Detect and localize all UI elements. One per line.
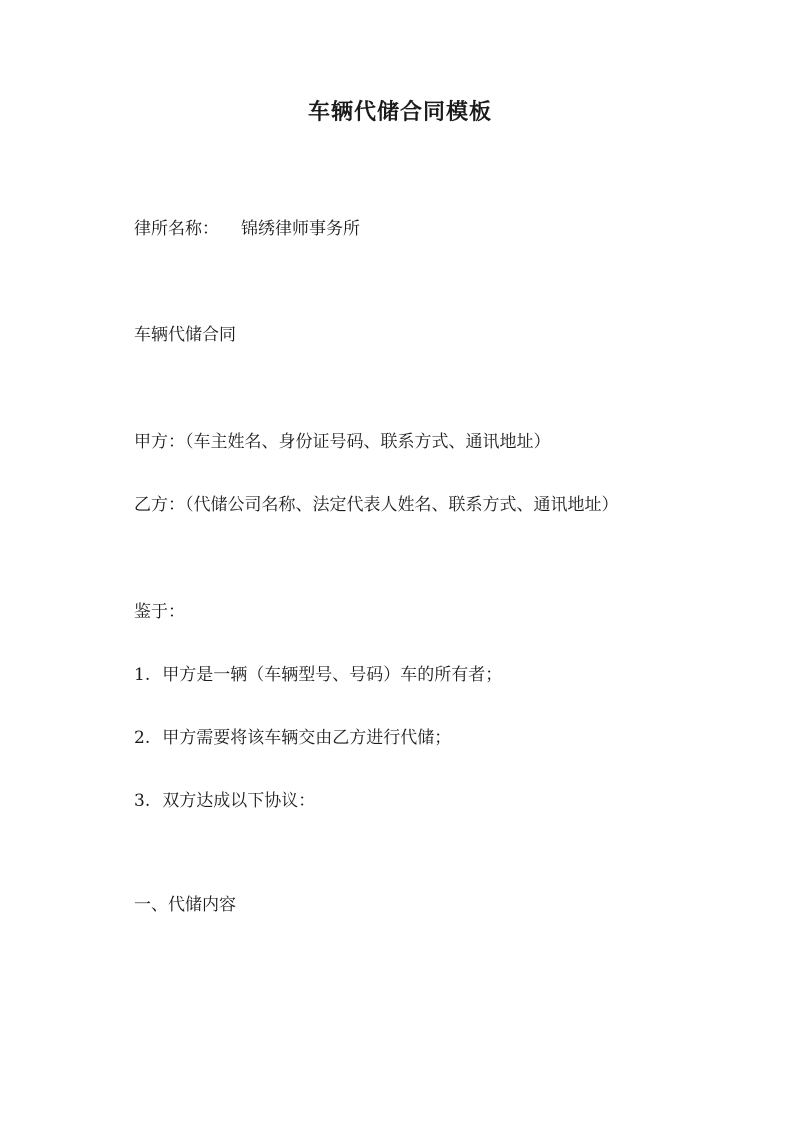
whereas-item-1	[134, 663, 502, 687]
firm-name-value: 锦绣律师事务所	[241, 219, 360, 239]
firm-name-line	[134, 217, 360, 241]
section-heading-storage-content: 一、代储内容	[134, 895, 236, 915]
whereas-item-number: 3.	[134, 791, 151, 811]
whereas-item-text: 甲方是一辆（车辆型号、号码）车的所有者；	[162, 665, 503, 685]
whereas-item-3	[134, 789, 315, 813]
whereas-heading: 鉴于：	[134, 602, 185, 622]
whereas-item-number: 2.	[134, 728, 151, 748]
whereas-item-number: 1.	[134, 665, 151, 685]
party-b-line: 乙方：（代储公司名称、法定代表人姓名、联系方式、通讯地址）	[134, 495, 619, 515]
contract-subtitle: 车辆代储合同	[134, 325, 236, 345]
party-a-line: 甲方：（车主姓名、身份证号码、联系方式、通讯地址）	[134, 432, 551, 452]
whereas-item-text: 双方达成以下协议：	[162, 791, 316, 811]
firm-name-label: 律所名称：	[134, 219, 219, 239]
document-title: 车辆代储合同模板	[307, 99, 492, 125]
whereas-item-2	[134, 726, 451, 750]
whereas-item-text: 甲方需要将该车辆交由乙方进行代储；	[162, 728, 452, 748]
